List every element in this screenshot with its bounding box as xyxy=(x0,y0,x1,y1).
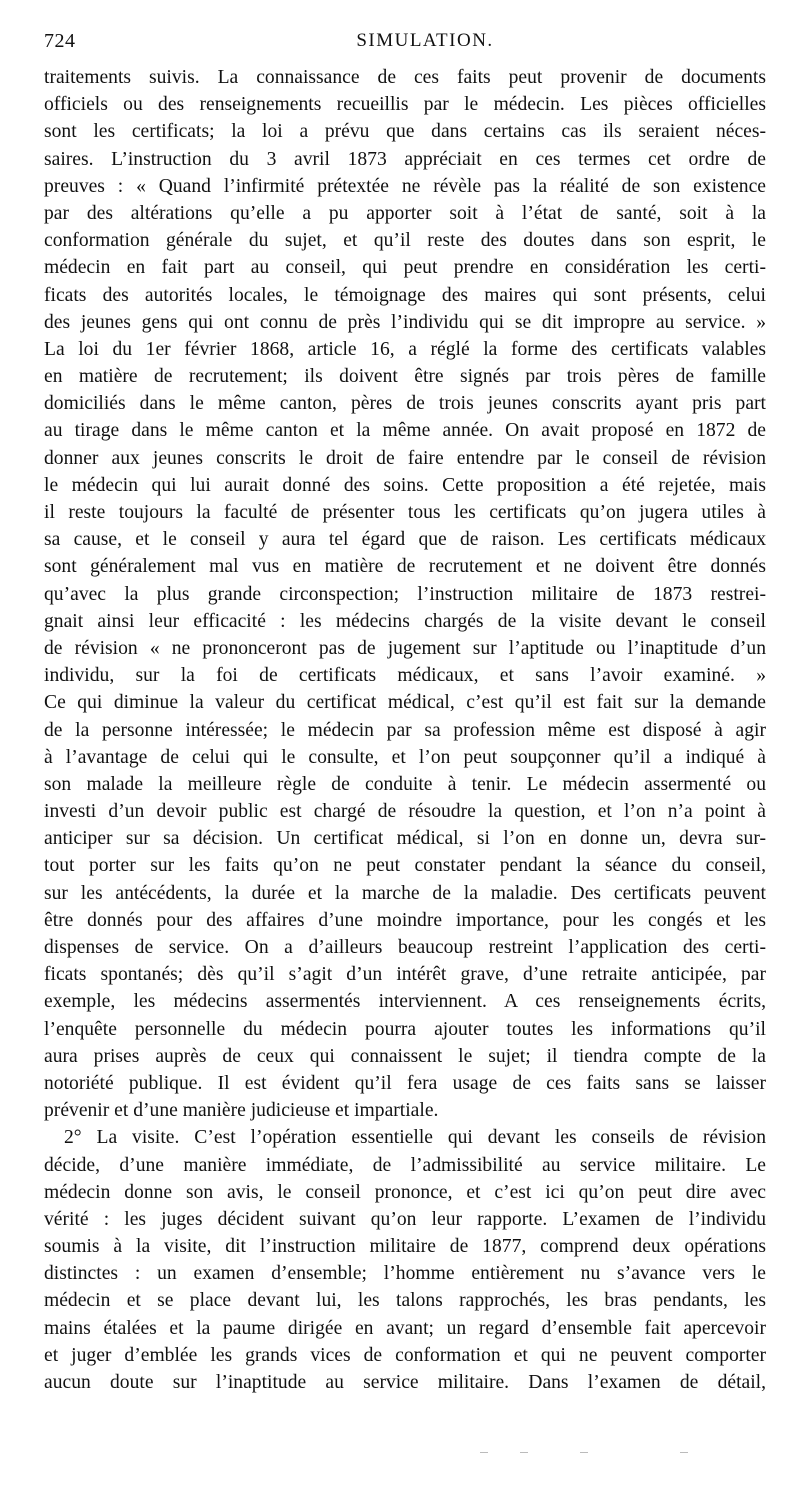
text-line: aucun doute sur l’inaptitude au service militaire. Dans l’examen de détail, xyxy=(44,1372,766,1393)
text-line: distinctes : un examen d’ensemble; l’homme entièrement nu s’avance vers le xyxy=(44,1263,766,1285)
scan-mark xyxy=(580,1452,588,1453)
text-line: qu’avec la plus grande circonspection; l’instruction militaire de 1873 restrei- xyxy=(44,583,766,605)
text-line: conformation générale du sujet, et qu’il reste des doutes dans son esprit, le xyxy=(44,230,766,252)
text-line: individu, sur la foi de certificats médicaux, et sans l’avoir examiné. » xyxy=(44,665,766,687)
text-line: au tirage dans le même canton et la même année. On avait proposé en 1872 de xyxy=(44,420,766,442)
text-line: prévenir et d’une manière judicieuse et impartiale. xyxy=(44,1100,439,1122)
text-line: gnait ainsi leur efficacité : les médecins chargés de la visite devant le conseil xyxy=(44,610,766,632)
text-line: de la personne intéressée; le médecin par sa profession même est disposé à agir xyxy=(44,719,766,741)
text-line: notoriété publique. Il est évident qu’il fera usage de ces faits sans se laisser xyxy=(44,1072,766,1094)
text-line: donner aux jeunes conscrits le droit de faire entendre par le conseil de révision xyxy=(44,447,766,469)
body-text xyxy=(44,64,766,1396)
text-line: dispenses de service. On a d’ailleurs beaucoup restreint l’application des certi- xyxy=(44,937,766,958)
text-line: ficats des autorités locales, le témoignage des maires qui sont présents, celui xyxy=(44,284,766,306)
scan-mark xyxy=(480,1452,488,1453)
page-header xyxy=(44,30,766,58)
text-line: officiels ou des renseignements recueillis par le médecin. Les pièces officielles xyxy=(44,94,766,116)
page-number: 724 xyxy=(44,30,76,52)
text-line: de révision « ne prononceront pas de jugement sur l’aptitude ou l’inaptitude d’un xyxy=(44,637,766,659)
text-line: Ce qui diminue la valeur du certificat médical, c’est qu’il est fait sur la demande xyxy=(44,692,766,714)
scan-marks xyxy=(0,1452,800,1462)
text-line: et juger d’emblée les grands vices de conformation et qui ne peuvent comporter xyxy=(44,1344,766,1366)
scan-mark xyxy=(680,1452,688,1453)
text-line: domiciliés dans le même canton, pères de trois jeunes conscrits ayant pris part xyxy=(44,393,766,415)
text-line: vérité : les juges décident suivant qu’on leur rapporte. L’examen de l’individu xyxy=(44,1208,766,1230)
text-line: sur les antécédents, la durée et la marche de la maladie. Des certificats peuvent xyxy=(44,882,766,904)
text-line: l’enquête personnelle du médecin pourra ajouter toutes les informations qu’il xyxy=(44,1018,766,1040)
text-line: soumis à la visite, dit l’instruction militaire de 1877, comprend deux opérations xyxy=(44,1236,766,1258)
text-line: tout porter sur les faits qu’on ne peut constater pendant la séance du conseil, xyxy=(44,855,766,877)
text-line: mains étalées et la paume dirigée en avant; un regard d’ensemble fait apercevoir xyxy=(44,1317,766,1339)
text-line: ficats spontanés; dès qu’il s’agit d’un intérêt grave, d’une retraite anticipée, par xyxy=(44,964,766,986)
text-line: sont les certificats; la loi a prévu que dans certains cas ils seraient néces- xyxy=(44,121,766,143)
text-line: à l’avantage de celui qui le consulte, et l’on peut soupçonner qu’il a indiqué à xyxy=(44,746,766,768)
text-line: sont généralement mal vus en matière de recrutement et ne doivent être donnés xyxy=(44,556,766,578)
text-line: investi d’un devoir public est chargé de résoudre la question, et l’on n’a point à xyxy=(44,801,766,823)
text-line: il reste toujours la faculté de présenter tous les certificats qu’on jugera utiles à xyxy=(44,502,766,523)
text-line: traitements suivis. La connaissance de ces faits peut provenir de documents xyxy=(44,67,766,88)
text-line: aura prises auprès de ceux qui connaissent le sujet; il tiendra compte de la xyxy=(44,1045,766,1067)
text-line: médecin donne son avis, le conseil prononce, et c’est ici qu’on peut dire avec xyxy=(44,1181,766,1203)
text-line: exemple, les médecins assermentés interviennent. A ces renseignements écrits, xyxy=(44,991,766,1013)
text-line: par des altérations qu’elle a pu apporter soit à l’état de santé, soit à la xyxy=(44,202,766,224)
text-line: décide, d’une manière immédiate, de l’admissibilité au service militaire. Le xyxy=(44,1154,766,1176)
text-line: son malade la meilleure règle de conduite à tenir. Le médecin assermenté ou xyxy=(44,773,766,795)
text-line: être donnés pour des affaires d’une moindre importance, pour les congés et les xyxy=(44,909,766,931)
text-line: preuves : « Quand l’infirmité prétextée ne révèle pas la réalité de son existence xyxy=(44,175,766,197)
text-line: 2° La visite. C’est l’opération essentielle qui devant les conseils de révision xyxy=(64,1127,766,1149)
text-line: saires. L’instruction du 3 avril 1873 appréciait en ces termes cet ordre de xyxy=(44,148,766,170)
scan-mark xyxy=(520,1452,528,1453)
text-line: anticiper sur sa décision. Un certificat médical, si l’on en donne un, devra sur- xyxy=(44,828,766,850)
text-line: médecin en fait part au conseil, qui peut prendre en considération les certi- xyxy=(44,257,766,279)
running-head: SIMULATION. xyxy=(356,30,494,51)
text-line: sa cause, et le conseil y aura tel égard que de raison. Les certificats médicaux xyxy=(44,529,766,551)
text-line: en matière de recrutement; ils doivent être signés par trois pères de famille xyxy=(44,366,766,388)
text-line: médecin et se place devant lui, les talons rapprochés, les bras pendants, les xyxy=(44,1290,766,1312)
text-line: La loi du 1er février 1868, article 16, a réglé la forme des certificats valables xyxy=(44,338,766,360)
text-line: des jeunes gens qui ont connu de près l’individu qui se dit impropre au service. » xyxy=(44,311,766,333)
text-line: le médecin qui lui aurait donné des soins. Cette proposition a été rejetée, mais xyxy=(44,474,766,496)
